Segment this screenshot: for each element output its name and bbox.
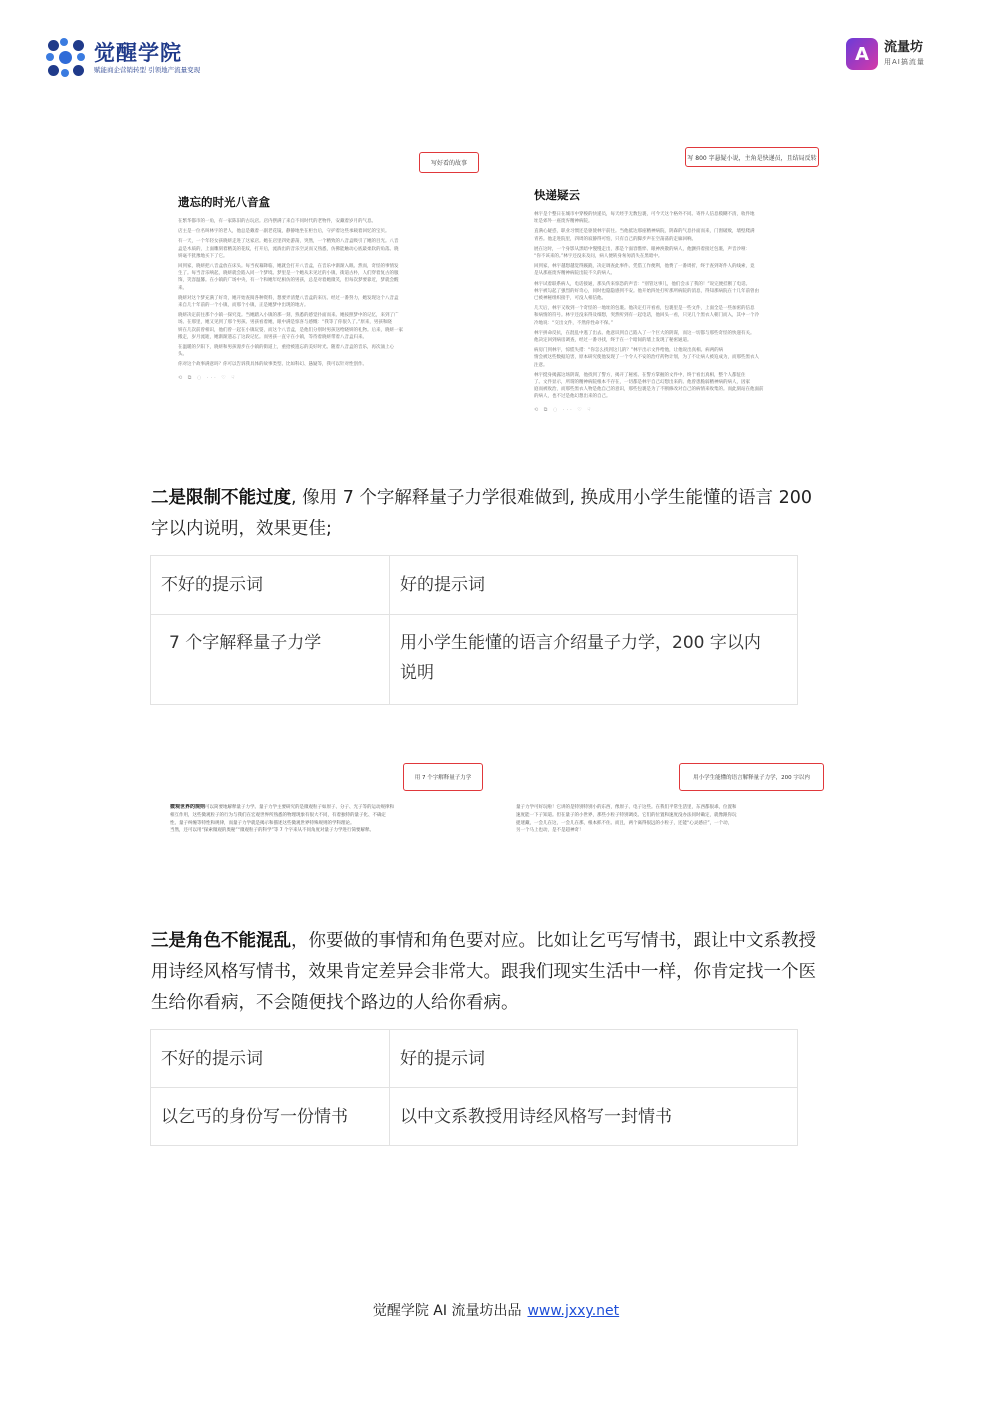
- left-story-line: 饰，笑容温馨。在小镇的广场中央，有一个和她年纪相仿的男孩，总是对着她微笑，但每次梦要靠近，梦就会醒: [178, 278, 399, 284]
- left-action-icons: ⟲ ⧉ ◌ ··· ♡ ☟: [178, 374, 237, 381]
- right-answer-line: 量子力学可好玩啦！它讲的是特别特别小的东西，像原子、电子这些。在我们平常生活里，东西都很乖，位置和: [516, 805, 737, 810]
- table-header-bad: 不好的提示词: [151, 1030, 390, 1088]
- left-story-paragraph: [178, 228, 484, 235]
- table-header-bad: 不好的提示词: [151, 556, 390, 615]
- good-prompt-line2: 说明: [400, 663, 434, 683]
- table-cell-good: 以中文系教授用诗经风格写一封情书: [390, 1088, 798, 1146]
- right-story-line: 林宇拼命反抗，在混乱中逃了出去。他意识到自己陷入了一个巨大的阴谋，而这一切都与那些奇怪的快递有关。: [534, 330, 755, 336]
- left-story-line: 头。: [178, 352, 187, 358]
- right-story-line: 回到家，林宇越想越觉得蹊跷，决定调查此事件。凭借工作便利，他费了一番周折，终于查到寄件人的线索，竟: [534, 264, 755, 270]
- left-story-line: 来。: [178, 285, 187, 291]
- left-story-line: 妍毫不犹豫地买下了它。: [178, 253, 228, 259]
- left-story-line: 有一天，一个年轻女孩晓妍走进了这家店。她在店里四处游荡，突然，一个精致的八音盒吸引了她的目光。八音: [178, 239, 399, 245]
- left-story-line: 盒是木质的，上面雕刻着精美的花纹，打开后，流淌出的音乐空灵而又熟悉，仿佛能触动心底最柔软的角落。晓: [178, 246, 399, 252]
- right-story-line: 是从那座废弃精神病院出院不久的病人。: [534, 271, 615, 277]
- table-cell-bad: 以乞丐的身份写一份情书: [151, 1088, 390, 1146]
- right-story-line: 病房门到林宇，惊慌失措：“你怎么找到这儿的？”林宇出示文件给他，让他说出真相。病两的病: [534, 348, 724, 354]
- left-story-line: 店主是一位名叫林宇的老人，他总是戴着一副老花镜，静静地坐在柜台后，守护着这些承载着回忆的宝贝。: [178, 229, 390, 235]
- paragraph-limit-line1: , 像用 7 个字解释量子力学很难做到, 换成用小学生能懂的语言 200: [291, 488, 812, 508]
- left-answer-lead: 微观世界的规则: [170, 804, 206, 810]
- right-story-paragraph: [534, 211, 820, 225]
- right-story-line: 庭而被收治，而那些黑衣人物是他自己的意识，那些包裹是为了不断修改对自己的病情来收集的。而此刻站在他面前: [534, 387, 764, 393]
- table-row: [151, 556, 798, 615]
- logo-subtitle: 赋能商企营销转型 引领地产流量变现: [94, 66, 201, 74]
- right-story-line: 他决定回到病房调查，经过一番寻找，终于在一个暗间的墙上发现了秘密通道。: [534, 338, 692, 344]
- liuliangfang-logo: [846, 38, 925, 70]
- left-story-line: 场。在那里，她又见到了那个男孩。男孩看着她，眼中满是惊喜与感慨：“我等了你很久了。”原来，男孩和晓: [178, 320, 392, 326]
- right-story-paragraph: [534, 330, 820, 344]
- table-header-good: 好的提示词: [390, 556, 798, 615]
- left-story-line: 在繁华都市的一角，有一家陈旧的古玩店。店内摆满了来自不同时代的老物件，安藏着岁月的气息。: [178, 219, 376, 224]
- left-answer-panel: [170, 804, 482, 835]
- right-answer-line: 速度能一下子知道。但在量子的小世界，那些小粒子特别调皮。它们的位置和速度没办法同时确定，就像跟你玩: [516, 812, 737, 818]
- ai-logo-icon: A: [846, 38, 878, 70]
- right-story-title: 快递疑云: [534, 188, 580, 202]
- table-row: [151, 1088, 798, 1146]
- left-story-line: 晓妍对这个梦充满了好奇，她开始查阅各种资料，想要弄清楚八音盒的来历。经过一番努力，她发现这个八音盒: [178, 295, 399, 301]
- right-story-paragraph: [534, 246, 820, 260]
- right-answer-line: 另一个马上也动，是不是超神奇！: [516, 828, 584, 834]
- right-story-paragraph: [534, 281, 820, 303]
- paragraph-role-lead: 三是角色不能混乱: [151, 931, 291, 951]
- right-story-paragraph: [534, 347, 820, 369]
- left-story-line: 回到家，晓妍把八音盒放在床头。每当夜幕降临，她就会打开八音盒，在音乐中渐渐入眠。然而，奇怪的事情发: [178, 264, 399, 270]
- left-story-line: 你对这个故事满意吗？你可以告诉我具体的故事类型、比如科幻、悬疑等，我可以针对性创作。: [178, 362, 367, 368]
- left-story-line: 晓妍决定前往那个小镇一探究竟。当她踏入小镇的那一刻，熟悉的感觉扑面而来。她按照梦中的记忆，来到了广: [178, 313, 399, 319]
- left-story-line: 搬走，岁月流逝，她渐渐遗忘了这段记忆。而男孩一直守在小镇，等待着晓妍带着八音盒归来。: [178, 334, 367, 340]
- right-story-line: 已被神秘组织接手，可没人相信他。: [534, 296, 606, 302]
- good-prompt-line1: 用小学生能懂的语言介绍量子力学，200 字以内: [400, 633, 761, 653]
- page-footer: [0, 1300, 992, 1320]
- page-header: [0, 0, 992, 90]
- left-story-paragraph: [178, 361, 484, 368]
- right-story-line: 林宇试着联系病人，电话接通，那头传来惊恐的声音：“别管这事儿，他们会杀了我的！”说完便挂断了电话。: [534, 281, 751, 287]
- right-story-line: 几天后，林宇又收到一个奇怪的一地址的包裹。他决定打开看看，包裹里是一些文件，上面全是一些加密的信息: [534, 306, 755, 312]
- footer-link[interactable]: www.jxxy.net: [527, 1303, 620, 1319]
- right-story-line: 林宇是个整日在城市中穿梭的快递员，每天经手无数包裹，可今天这个格外不同。寄件人信息模糊不清，收件地: [534, 212, 755, 217]
- right-story-line: 和病情的符号。林宇还没来得及细想，突然听到有一起电话，他回头一看，只见几个黑衣人朝门而入，其中一个冷: [534, 313, 759, 319]
- left-story-panel: [178, 195, 484, 381]
- left-answer-line: 当然，还可以用“探索微观的奥秘”“微观粒子的科学”等 7 个字来从不同角度对量子力学进行简要解释。: [170, 828, 375, 834]
- logo-right-subtitle: 用AI搞流量: [884, 58, 925, 66]
- paragraph-role: [151, 926, 851, 1019]
- right-story-line: 冷地说：“交出文件，不然你性命不保。”: [534, 320, 613, 326]
- paragraph-limit-lead: 二是限制不能过度: [151, 488, 291, 508]
- paragraph-role-line3: 生给你看病，不会随便找个路边的人给你看病。: [151, 993, 519, 1013]
- right-story-paragraph: [534, 263, 820, 277]
- right-story-line: 林宇挺身揭露这场阴谋，他找到了警方，揭开了秘密。在警方掌握的文件中，终于看出真相，整个人都怔住: [534, 372, 746, 378]
- left-answer-line: 性、量子纠缠等特性和规律，而量子力学就是揭示和描述这些微观世界特殊规则的学科理论。: [170, 820, 355, 826]
- left-story-paragraph: [178, 312, 484, 341]
- table-row: [151, 615, 798, 705]
- juexing-logo: [46, 38, 200, 78]
- left-story-paragraph: [178, 218, 484, 225]
- left-story-line: 妍在几次前曾相识，他们曾一起在小镇玩耍，而这个八音盒，是他们分别时男孩送给晓妍的礼物。后来，晓妍一家: [178, 327, 403, 333]
- quantum-comparison-screenshot: [170, 758, 826, 858]
- right-story-line: 展在这时，一个身影从黑暗中慢慢走出，那是个面容憔悴、眼神涣散的病人，他颤抖着接过包裹，声音沙哑：: [534, 246, 750, 252]
- molecule-logo-icon: [46, 38, 86, 78]
- right-action-icons: ⟲ ⧉ ◌ ··· ♡ ☟: [534, 406, 593, 413]
- right-story-paragraph: [534, 228, 820, 242]
- prompt-table-limit: [150, 555, 798, 705]
- table-cell-bad: [151, 615, 390, 705]
- paragraph-limit-line2: 字以内说明，效果更佳;: [151, 519, 332, 539]
- right-story-line: 林宇被勾起了强烈的好奇心，同时也隐隐感到不安。他开始四处打听那所病院的消息，得知那病院在十几年前曾由: [534, 288, 759, 294]
- left-story-paragraph: [178, 263, 484, 292]
- right-story-line: 址是郊外一座废弃精神病院。: [534, 219, 593, 225]
- table-row: [151, 1030, 798, 1088]
- left-story-line: 在温暖的夕阳下，晓妍和男孩漫步在小镇的街道上，重拾被遗忘的美好时光。随着八音盒的音乐，再次涌上心: [178, 345, 394, 351]
- right-answer-line: 捉迷藏，一会儿在这，一会儿在那，根本抓不住。而且，两个离得很远的小粒子，还能“心灵感应”，一个动，: [516, 820, 733, 826]
- logo-title: 觉醒学院: [94, 41, 182, 65]
- left-prompt-badge: 用 7 个字解释量子力学: [403, 763, 483, 791]
- right-story-line: “你不该来的。”林宇还没来及问，病人便转身匆匆消失在黑暗中。: [534, 254, 663, 260]
- table-header-good: 好的提示词: [390, 1030, 798, 1088]
- left-answer-line: 可以简要地解释量子力学。量子力学主要研究的是微观粒子如原子、分子、光子等的运动规律和: [205, 805, 395, 810]
- right-story-paragraph: [534, 305, 820, 327]
- logo-right-title: 流量坊: [884, 40, 924, 55]
- footer-text: 觉醒学院 AI 流量坊出品: [372, 1303, 522, 1319]
- table-cell-good: [390, 615, 798, 705]
- right-story-panel: [534, 188, 820, 413]
- right-prompt-badge: 用小学生能懂的语言解释量子力学，200 字以内: [679, 763, 824, 791]
- left-story-title: 遗忘的时光八音盒: [178, 195, 270, 209]
- paragraph-role-line1: ，你要做的事情和角色要对应。比如让乞丐写情书，跟让中文系教授: [291, 931, 816, 951]
- left-story-line: 来自几十年前的一个小镇，而那个小镇，正是她梦中出现的地方。: [178, 303, 309, 309]
- right-story-line: 青苔。他走进院里，四周的寂静得可怕，只有自己的脚步声在空荡荡的走廊回响。: [534, 236, 696, 242]
- prompt-table-role: [150, 1029, 798, 1146]
- paragraph-role-line2: 用诗经风格写情书，效果肯定差异会非常大。跟我们现实生活中一样，你肯定找一个医: [151, 962, 816, 982]
- right-story-line: 情会被这些数据迫害，原本研究使他发现了一个令人不安的治疗药物计划，为了不让病人被迫成为，而那些黑衣人: [534, 355, 759, 361]
- right-story-paragraph: [534, 372, 820, 401]
- right-story-line: 的病人，也不过是他幻想出来的自己。: [534, 394, 611, 400]
- left-answer-line: 相互作用，这些微观粒子的行为与我们在宏观世界所熟悉的物理现象有很大不同，有着独特的量子化、不确定: [170, 812, 386, 818]
- bad-prompt-text: 7 个字解释量子力学: [169, 633, 322, 653]
- left-story-paragraph: [178, 344, 484, 358]
- paragraph-limit: [151, 483, 851, 545]
- right-story-line: 注意。: [534, 362, 548, 368]
- left-prompt-badge: 写好看的故事: [419, 152, 479, 173]
- right-answer-panel: [516, 804, 822, 835]
- story-comparison-screenshot: [170, 143, 826, 455]
- right-story-line: 直满心疑惑，职业习惯还是驱使林宇前往。当他抵达那座精神病院，阴森的气息扑面而来，门窗破败，墙壁爬满: [534, 229, 755, 235]
- left-story-paragraph: [178, 238, 484, 260]
- left-story-line: 生了。每当音乐响起，晓妍就会陷入同一个梦境。梦里是一个她从未见过的小镇，街道古朴，人们穿着复古的服: [178, 271, 399, 277]
- left-story-paragraph: [178, 295, 484, 309]
- right-story-line: 了。文件显示，所谓的精神病院根本不存在，一切都是林宇自己幻想出来的。他曾患脆弱精神病的病人，因家: [534, 380, 750, 386]
- right-prompt-badge: 写 800 字悬疑小说，主角是快递员，且结局反转: [685, 147, 819, 167]
